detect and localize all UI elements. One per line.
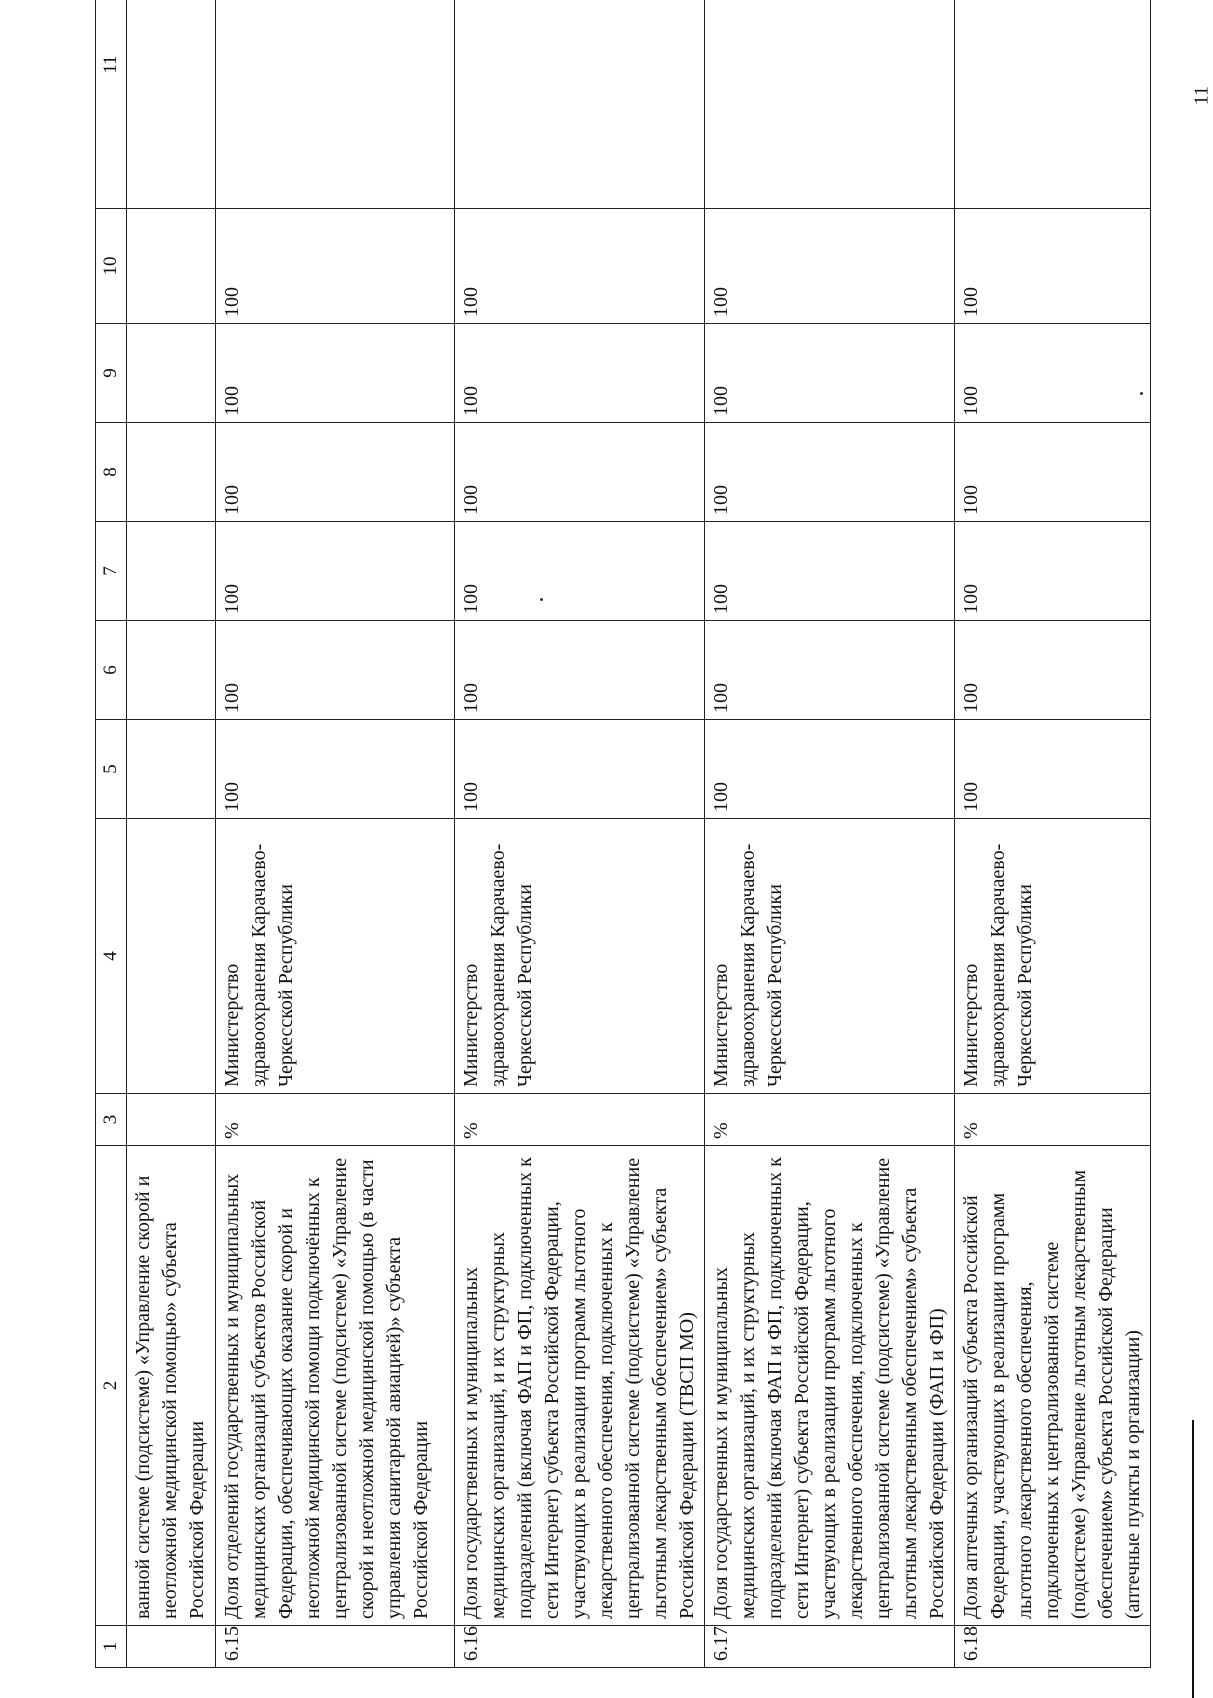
value-col-7: 100: [704, 522, 954, 621]
responsible: Министерство здравоохранения Карачаево-Черкесской Республики: [454, 819, 704, 1094]
value-col-11: [215, 0, 454, 209]
header-col-5: 5: [96, 720, 127, 819]
table-row: [215, 0, 454, 1668]
value-col-10: 100: [954, 209, 1150, 324]
header-col-8: 8: [96, 423, 127, 522]
value-col-6: 100: [704, 621, 954, 720]
row-number: 6.18: [954, 1626, 1150, 1668]
scan-speck: [1140, 392, 1143, 395]
table-row: [704, 0, 954, 1668]
unit: %: [215, 1094, 454, 1146]
value-col-10: 100: [454, 209, 704, 324]
empty-cell: [126, 522, 215, 621]
value-col-6: 100: [215, 621, 454, 720]
empty-cell: [126, 209, 215, 324]
empty-cell: [126, 1094, 215, 1146]
unit: %: [954, 1094, 1150, 1146]
row-number: 6.15: [215, 1626, 454, 1668]
header-col-11: 11: [96, 0, 127, 209]
empty-cell: [126, 0, 215, 209]
value-col-9: 100: [704, 324, 954, 423]
value-col-11: [954, 0, 1150, 209]
row-number: [126, 1626, 215, 1668]
value-col-7: 100: [954, 522, 1150, 621]
value-col-11: [704, 0, 954, 209]
indicator-name: Доля государственных и муниципальных медицинских организаций, и их структурных подразделений (включая ФАП и ФП, подключенных к сети Интернет) субъекта Российской Федерации, участвующих в реализации программ льготного лекарственного обеспечения, подключенных к централизованной системе (подсистеме) «Управление льготным лекарственным обеспечением» субъекта Российской Федерации (ФАП и ФП): [704, 1146, 954, 1626]
value-col-5: 100: [704, 720, 954, 819]
scan-edge-line: [1192, 1420, 1194, 1698]
value-col-6: 100: [454, 621, 704, 720]
value-col-10: 100: [215, 209, 454, 324]
value-col-7: 100: [454, 522, 704, 621]
indicators-table: [95, 0, 1151, 1668]
value-col-9: 100: [215, 324, 454, 423]
empty-cell: [126, 621, 215, 720]
indicator-name: Доля государственных и муниципальных медицинских организаций, и их структурных подразделений (включая ФАП и ФП, подключенных к сети Интернет) субъекта Российской Федерации, участвующих в реализации программ льготного лекарственного обеспечения, подключенных к централизованной системе (подсистеме) «Управление льготным лекарственным обеспечением» субъекта Российской Федерации (ТВСП МО): [454, 1146, 704, 1626]
header-col-2: 2: [96, 1146, 127, 1626]
row-number: 6.17: [704, 1626, 954, 1668]
indicator-name: ванной системе (подсистеме) «Управление скорой и неотложной медицинской помощью» субъекта Российской Федерации: [126, 1146, 215, 1626]
value-col-10: 100: [704, 209, 954, 324]
responsible: Министерство здравоохранения Карачаево-Черкесской Республики: [954, 819, 1150, 1094]
value-col-11: [454, 0, 704, 209]
scan-speck: [540, 598, 543, 601]
row-number: 6.16: [454, 1626, 704, 1668]
unit: %: [454, 1094, 704, 1146]
page-number: 11: [1190, 86, 1212, 106]
value-col-9: 100: [454, 324, 704, 423]
header-col-9: 9: [96, 324, 127, 423]
table-row: [454, 0, 704, 1668]
rotated-document-sheet: [95, 18, 1144, 1668]
value-col-7: 100: [215, 522, 454, 621]
value-col-8: 100: [704, 423, 954, 522]
value-col-5: 100: [215, 720, 454, 819]
empty-cell: [126, 423, 215, 522]
value-col-9: 100: [954, 324, 1150, 423]
header-col-10: 10: [96, 209, 127, 324]
value-col-5: 100: [454, 720, 704, 819]
value-col-8: 100: [954, 423, 1150, 522]
value-col-8: 100: [454, 423, 704, 522]
empty-cell: [126, 720, 215, 819]
header-col-7: 7: [96, 522, 127, 621]
value-col-5: 100: [954, 720, 1150, 819]
header-col-3: 3: [96, 1094, 127, 1146]
empty-cell: [126, 819, 215, 1094]
unit: %: [704, 1094, 954, 1146]
responsible: Министерство здравоохранения Карачаево-Черкесской Республики: [215, 819, 454, 1094]
value-col-8: 100: [215, 423, 454, 522]
header-col-6: 6: [96, 621, 127, 720]
header-col-1: 1: [96, 1626, 127, 1668]
responsible: Министерство здравоохранения Карачаево-Черкесской Республики: [704, 819, 954, 1094]
empty-cell: [126, 324, 215, 423]
table-header-row: [96, 0, 127, 1668]
value-col-6: 100: [954, 621, 1150, 720]
table-row: [954, 0, 1150, 1668]
table-row-continuation: [126, 0, 215, 1668]
indicator-name: Доля отделений государственных и муниципальных медицинских организаций субъектов Российской Федерации, обеспечивающих оказание скорой и неотложной медицинской помощи подключённых к централизованной системе (подсистеме) «Управление скорой и неотложной медицинской помощью (в части управления санитарной авиацией)» субъекта Российской Федерации: [215, 1146, 454, 1626]
header-col-4: 4: [96, 819, 127, 1094]
indicator-name: Доля аптечных организаций субъекта Российской Федерации, участвующих в реализации программ льготного лекарственного обеспечения, подключенных к централизованной системе (подсистеме) «Управление льготным лекарственным обеспечением» субъекта Российской Федерации (аптечные пункты и организации): [954, 1146, 1150, 1626]
